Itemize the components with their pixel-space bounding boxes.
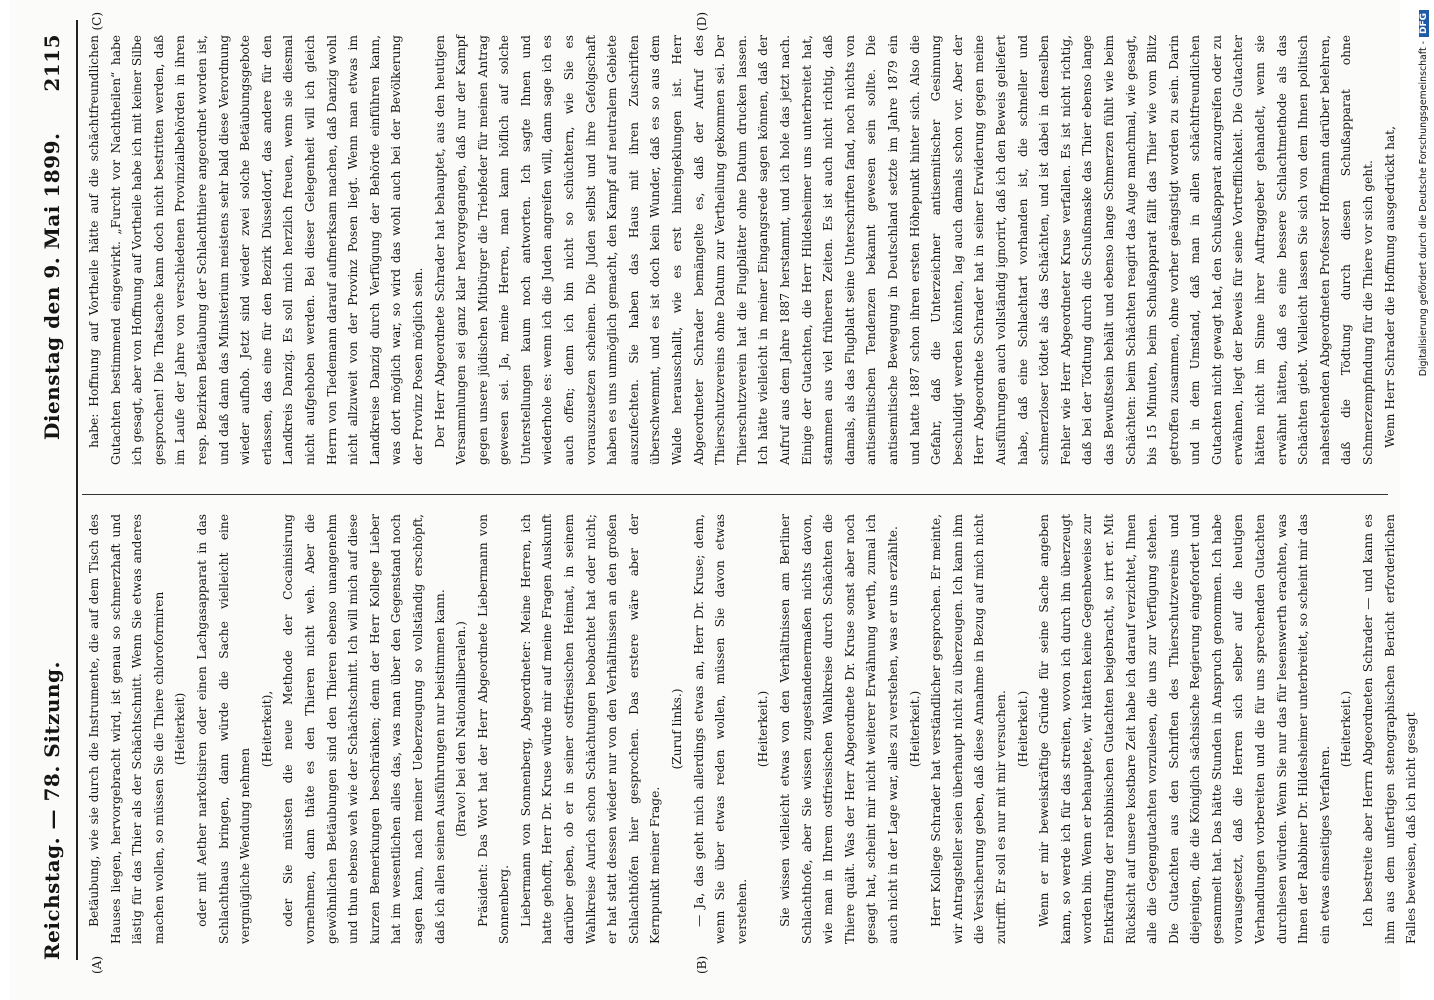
column-separator — [82, 494, 1388, 495]
interjection: (Zuruf links.) — [670, 688, 685, 770]
speaker-paragraph: Liebermann von Sonnenberg, Abgeordneter: Meine Herren, ich hatte gehofft, Herr Dr. Kruse würde mir auf meine Fragen Auskunft darüber geben, ob er in seiner ostfriesischen Heimat, in seinem Wahlkreise Aurich schon Schächtungen beobachtet hat oder nicht; er hat statt dessen wieder nur von den Verhältnissen an den großen Schlachthöfen hier gesprochen. Das erstere wäre aber der Kernpunkt meiner Frage. — [518, 514, 663, 944]
header-rule — [76, 20, 78, 960]
margin-mark-a: (A) — [90, 955, 104, 974]
digitization-note: Digitalisierung gefördert durch die Deutsche Forschungsgemeinschaft - — [1418, 41, 1429, 377]
page-header — [32, 20, 72, 960]
paragraph: Wenn er mir beweiskräftige Gründe für seine Sache angeben kann, so werde ich für das streiten, wovon ich durch ihn überzeugt worden bin. Wenn er behauptete, wir hätten keine Gegenbeweise zur Entkräftung der rabbinischen Gutachten beigebracht, so irrt er. Mit Rücksicht auf unsere kostbare Zeit habe ich darauf verzichtet, Ihnen alle die Gegengutachten vorzulesen, die uns zur Verfügung stehen. Die Gutachten aus den Schriften des Thierschutzvereins und diejenigen, die die Königlich sächsische Regierung eingefordert und gesammelt hat. Das hätte Stunden in Anspruch genommen. Ich habe vorausgesetzt, daß die Herren sich selber auf die heutigen Verhandlungen vorbereiten und die für uns sprechenden Gutachten durchlesen würden. Wenn Sie nur das für lesenswerth erachten, was Ihnen der Rabbiner Dr. Hildesheimer unterbreitet, so scheint mir das ein etwas einseitiges Verfahren. — [1037, 513, 1332, 944]
paragraph: oder Sie müssten die neue Methode der Cocainisirung vornehmen, dann thäte es den Thieren nicht weh. Aber die gewöhnlichen Betäubungen sind den Thieren ebenso unangenehm und thun ebenso weh wie der Schächtschnitt. Ich will mich auf diese kurzen Bemerkungen beschränken; denn der Herr Kollege Lieber hat im wesentlichen alles das, was man über den Gegenstand noch sagen kann, nach meiner Ueberzeugung so vollständig erschöpft, daß ich allen seinen Ausführungen nur beistimmen kann. — [281, 514, 447, 944]
page-number: 2115 — [40, 34, 64, 92]
interjection: (Heiterkeit.) — [1015, 690, 1030, 768]
interjection: (Heiterkeit.) — [756, 690, 771, 768]
paragraph: Der Herr Abgeordnete Schrader hat behauptet, aus den heutigen Versammlungen sei ganz klar hervorgegangen, daß nur der Kampf gegen unsere jüdischen Mitbürger die Triebfeder für meinen Antrag gewesen sei. Ja, meine Herren, man kann höflich auf solche Unterstellungen kaum noch antworten. Ich sagte Ihnen und wiederhole es: wenn ich die Juden angreifen will, dann sage ich es auch offen; denn ich bin nicht so schüchtern, wie Sie es vorauszusetzen scheinen. Die Juden selbst und ihre Gefolgschaft haben es uns unmöglich gemacht, den Kampf auf neutralem Gebiete auszufechten. Sie haben das Haus mit ihren Zuschriften überschwemmt, und es ist doch kein Wunder, daß es so aus dem Walde herausschallt, wie es erst hineingeklungen ist. Herr Abgeordneter Schrader bemängelte es, daß der Aufruf des Thierschutzvereins ohne Datum zur Vertheilung gekommen sei. Der Thierschutzverein hat die Flugblätter ohne Datum drucken lassen. Ich hätte vielleicht in meiner Eingangsrede sagen können, daß der Aufruf aus dem Jahre 1887 herstammt, und ich hole das jetzt nach. Einige der Gutachten, die Herr Hildesheimer uns unterbreitet hat, stammen aus viel früheren Zeiten. Es ist auch nicht richtig, daß damals, als das Flugblatt seine Unterschriften fand, noch nichts von antisemitischen Tendenzen bekannt gewesen sein sollte. Die antisemitische Bewegung in Deutschland setzte im Jahre 1879 ein und hatte 1887 schon ihren ersten Höhepunkt hinter sich. Also die Gefahr, daß die Unterzeichner antisemitischer Gesinnung beschuldigt werden könnten, lag auch damals schon vor. Aber der Herr Abgeordnete Schrader hat in seiner Erwiderung gegen meine Ausführungen auch vollständig ignorirt, daß ich den Beweis geliefert habe, daß eine Schlachtart vorhanden ist, die schneller und schmerzloser tödtet als das Schächten, und ist dabei in denselben Fehler wie Herr Abgeordneter Kruse verfallen. Es ist nicht richtig, daß bei der Tödtung durch die Schußmaske das Thier ebenso lange das Bewußtsein behält und ebenso lange Schmerzen fühlt wie beim Schächten: beim Schächten reagirt das Auge manchmal, wie gesagt, bis 15 Minuten, beim Schußapparat fällt das Thier wie vom Blitz getroffen zusammen, ohne vorher geängstigt worden zu sein. Darin und in dem Umstand, daß man in allen schächtfreundlichen Gutachten nicht gewagt hat, den Schußapparat anzugreifen oder zu erwähnen, liegt der Beweis für seine Vortrefflichkeit. Die Gutachter hätten nicht im Sinne ihrer Auftraggeber gehandelt, wenn sie erwähnt hätten, daß es eine bessere Schlachtmethode als das Schächten giebt. Vielleicht lassen Sie sich von dem Ihnen politisch nahestehenden Abgeordneten Professor Hoffmann darüber belehren, daß die Tödtung durch diesen Schußapparat ohne Schmerzempfindung für die Thiere vor sich geht. — [432, 35, 1376, 465]
paragraph: Herr Kollege Schrader hat verständlicher gesprochen. Er meinte, wir Antragsteller seien überhaupt nicht zu überzeugen. Ich kann ihm die Versicherung geben, daß diese Annahme in Bezug auf mich nicht zutrifft. Er soll es nur mit mir versuchen. — [929, 514, 1008, 944]
paragraph: Betäubung, wie sie durch die Instrumente, die auf dem Tisch des Hauses liegen, hervorgebracht wird, ist genau so schmerzhaft und lästig für das Thier als der Schächtschnitt. Wenn Sie etwas anderes machen wollen, so müssen Sie die Thiere chloroformiren — [87, 514, 166, 944]
header-date: Dienstag den 9. Mai 1899. — [40, 132, 64, 440]
margin-mark-c: (C) — [90, 12, 104, 31]
paragraph: — Ja, das geht mich allerdings etwas an, Herr Dr. Kruse; denn, wenn Sie über etwas reden wollen, müssen Sie davon etwas verstehen. — [691, 514, 749, 944]
speaker-paragraph: Präsident: Das Wort hat der Herr Abgeordnete Liebermann von Sonnenberg. — [475, 514, 512, 944]
interjection: (Heiterkeit) — [173, 692, 188, 766]
interjection: (Bravo! bei den Nationalliberalen.) — [454, 621, 469, 837]
right-column — [84, 35, 1397, 465]
paragraph: Sie wissen vielleicht etwas von den Verhältnissen am Berliner Schlachthofe, aber Sie wissen zugestandenermaßen nichts davon, wie man in Ihrem ostfriesischen Wahlkreise durch Schächten die Thiere quält. Was der Herr Abgeordnete Dr. Kruse sonst aber noch gesagt hat, scheint mir nicht weiterer Erwähnung werth, zumal ich auch nicht in der Lage war, alles zu verstehen, was er uns erzählte. — [778, 514, 900, 944]
margin-mark-d: (D) — [695, 12, 709, 31]
interjection: (Heiterkeit.) — [1339, 690, 1354, 768]
interjection: (Heiterkeit.) — [907, 690, 922, 768]
dfg-logo: DFG — [1419, 10, 1429, 37]
header-left: Reichstag. — 78. Sitzung. — [40, 661, 64, 960]
newspaper-page — [10, 0, 1419, 1000]
digitization-credit — [1418, 10, 1434, 990]
paragraph: habe: Hoffnung auf Vortheile hätte auf die schächtfreundlichen Gutachten bestimmend eingewirkt. „Furcht vor Nachtheilen“ habe ich gesagt, aber von Hoffnung auf Vortheile habe ich mit keiner Silbe gesprochen! Die Thatsache kann doch nicht bestritten werden, daß im Laufe der Jahre von verschiedenen Provinzialbehörden in ihren resp. Bezirken Betäubung der Schlachtthiere angeordnet worden ist, und daß dann das Ministerium meistens sehr bald diese Verordnung wieder aufhob. Jetzt sind wieder zwei solche Betäubungsgebote erlassen, das eine für den Bezirk Düsseldorf, das andere für den Landkreis Danzig. Es soll mich herzlich freuen, wenn sie diesmal nicht aufgehoben werden. Bei dieser Gelegenheit will ich gleich Herrn von Tiedemann darauf aufmerksam machen, daß Danzig wohl nicht allzuweit von der Provinz Posen liegt. Wenn man etwas im Landkreise Danzig durch Verfügung der Behörde einführen kann, was dort möglich war, so wird das wohl auch bei der Bevölkerung der Provinz Posen möglich sein. — [87, 35, 425, 465]
margin-mark-b: (B) — [695, 955, 709, 974]
left-column — [84, 513, 1419, 944]
paragraph: Wenn Herr Schrader die Hoffnung ausgedrückt hat, — [1382, 126, 1397, 448]
paragraph: Ich bestreite aber Herrn Abgeordneten Schrader — und kann es ihm aus dem unfertigen stenographischen Bericht erforderlichen Falles beweisen, daß ich nicht gesagt — [1361, 514, 1419, 944]
paragraph: oder mit Aether narkotisiren oder einen Lachgasapparat in das Schlachthaus bringen, dann würde die Sache vielleicht eine vergnügliche Wendung nehmen — [194, 514, 253, 944]
interjection: (Heiterkeit), — [259, 690, 274, 768]
